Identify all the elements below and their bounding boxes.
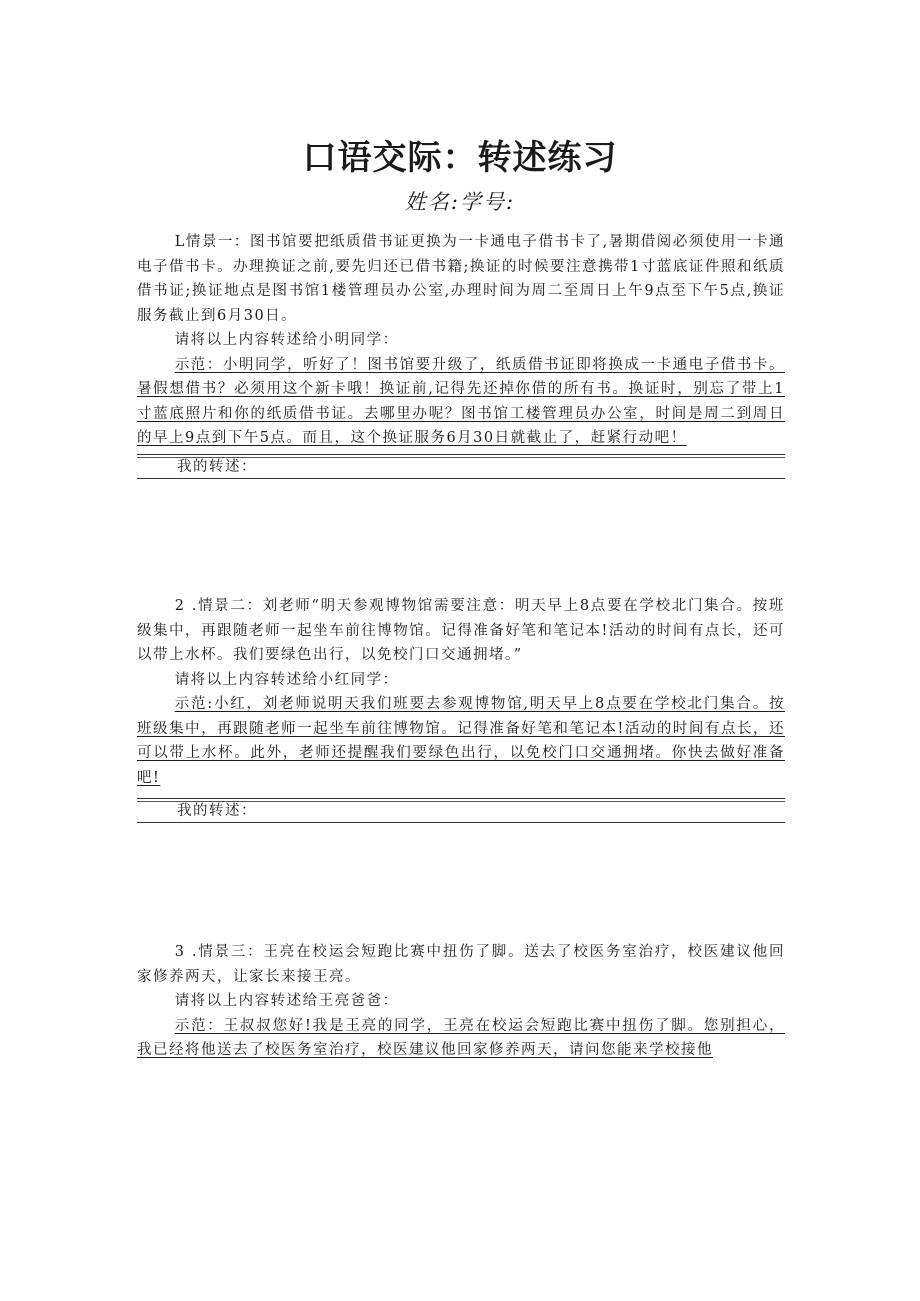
scenario-2-sample: [137, 692, 785, 790]
scenario-2-text: 2 .情景二：刘老师“明天参观博物馆需要注意：明天早上8点要在学校北门集合。按班级集中，再跟随老师一起坐车前往博物馆。记得准备好笔和笔记本!活动的时间有点长，还可以带上水杯。我们要绿色出行，以免校门口交通拥堵。”: [137, 598, 785, 663]
scenario-1: [137, 230, 785, 451]
scenario-2-sample-text: 示范:小红，刘老师说明天我们班要去参观博物馆,明天早上8点要在学校北门集合。按班级集中，再跟随老师一起坐车前往博物馆。记得准备好笔和笔记本!活动的时间有点长，还可以带上水杯。此外，老师还提醒我们要绿色出行，以免校门口交通拥堵。你快去做好准备吧!: [137, 696, 785, 786]
scenario-1-mine-label: 我的转述：: [177, 459, 257, 475]
scenario-1-sample-text: 示范：小明同学，听好了！图书馆要升级了，纸质借书证即将换成一卡通电子借书卡。暑假想借书？必须用这个新卡哦！换证前,记得先还掉你借的所有书。换证时，别忘了带上1寸蓝底照片和你的纸质借书证。去哪里办呢？图书馆工楼管理员办公室，时间是周二到周日的早上9点到下午5点。而且，这个换证服务6月30日就截止了，赶紧行动吧！: [137, 356, 785, 446]
page-title: 口语交际：转述练习: [302, 138, 618, 178]
scenario-3-text: 3 .情景三：王亮在校运会短跑比赛中扭伤了脚。送去了校医务室治疗，校医建议他回家修养两天，让家长来接王亮。: [137, 944, 785, 985]
scenario-3: [137, 940, 785, 1063]
scenario-3-prompt: 请将以上内容转述给王亮爸爸：: [174, 993, 399, 1009]
scenario-2-answer-area[interactable]: [137, 798, 785, 823]
scenario-1-answer-area[interactable]: [137, 454, 785, 479]
scenario-1-prompt: 请将以上内容转述给小明同学：: [174, 332, 399, 348]
name-id-line: 姓名:学号:: [404, 190, 516, 214]
scenario-2-prompt: 请将以上内容转述给小红同学：: [174, 671, 399, 688]
scenario-2-mine-label: 我的转述：: [177, 803, 257, 819]
scenario-2: [137, 594, 785, 790]
scenario-3-sample-text: 示范：王叔叔您好!我是王亮的同学，王亮在校运会短跑比赛中扭伤了脚。您别担心，我已经将他送去了校医务室治疗，校医建议他回家修养两天，请问您能来学校接他: [137, 1017, 785, 1058]
scenario-3-sample: [137, 1014, 785, 1063]
scenario-1-sample: [137, 353, 785, 451]
scenario-1-text: L情景一：图书馆要把纸质借书证更换为一卡通电子借书卡了,暑期借阅必须使用一卡通电子借书卡。办理换证之前,要先归还已借书籍;换证的时候要注意携带1寸蓝底证件照和纸质借书证;换证地点是图书馆1楼管理员办公室,办理时间为周二至周日上午9点至下午5点,换证服务截止到6月30日。: [137, 234, 785, 324]
